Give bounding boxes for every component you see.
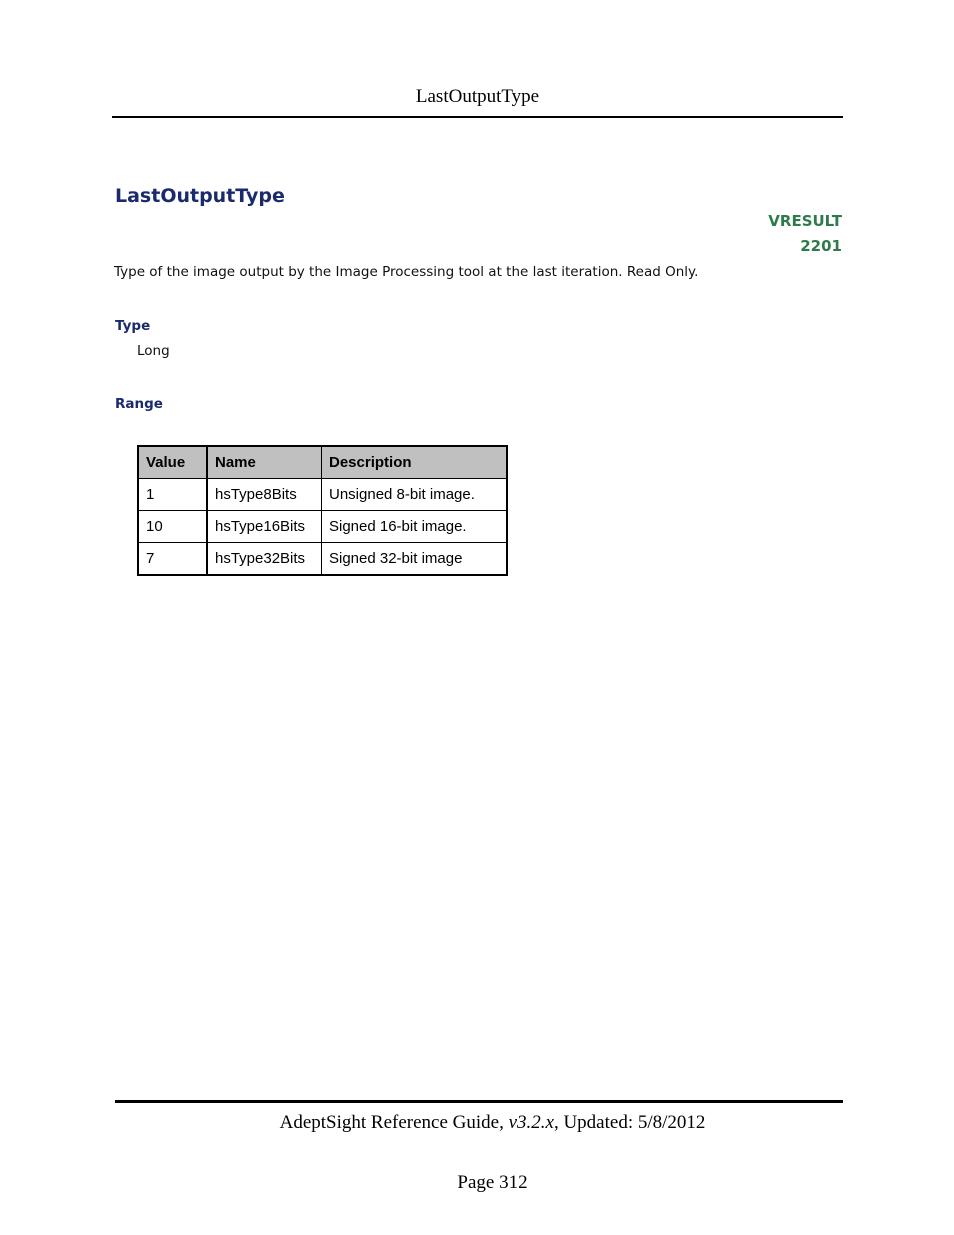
column-header-description: Description <box>322 446 508 479</box>
page-title: LastOutputType <box>115 185 285 207</box>
column-header-value: Value <box>138 446 207 479</box>
column-header-name: Name <box>207 446 322 479</box>
description: Type of the image output by the Image Processing tool at the last iteration. Read Only. <box>114 264 699 280</box>
page-number: Page 312 <box>457 1172 528 1193</box>
cell-name: hsType16Bits <box>207 511 322 543</box>
cell-description: Signed 32-bit image <box>322 543 508 576</box>
range-heading: Range <box>115 396 163 412</box>
cell-description: Signed 16-bit image. <box>322 511 508 543</box>
guide-name: AdeptSight Reference Guide <box>279 1112 500 1133</box>
cell-name: hsType32Bits <box>207 543 322 576</box>
range-table <box>137 445 508 576</box>
header-rule <box>112 116 843 118</box>
table-row <box>138 479 507 511</box>
footer-guide-line <box>115 1112 870 1134</box>
code-block <box>768 209 842 259</box>
cell-name: hsType8Bits <box>207 479 322 511</box>
type-value: Long <box>137 343 170 359</box>
guide-version: , v3.2.x <box>499 1112 554 1133</box>
cell-description: Unsigned 8-bit image. <box>322 479 508 511</box>
running-header: LastOutputType <box>415 86 540 107</box>
code-number: 2201 <box>800 237 842 255</box>
cell-value: 7 <box>138 543 207 576</box>
table-row <box>138 511 507 543</box>
updated-date: , Updated: 5/8/2012 <box>553 1112 706 1133</box>
cell-value: 1 <box>138 479 207 511</box>
table-header-row <box>138 446 507 479</box>
cell-value: 10 <box>138 511 207 543</box>
code-group: VRESULT <box>768 212 842 230</box>
footer-rule <box>115 1100 843 1103</box>
type-heading: Type <box>115 318 151 334</box>
table-row <box>138 543 507 576</box>
